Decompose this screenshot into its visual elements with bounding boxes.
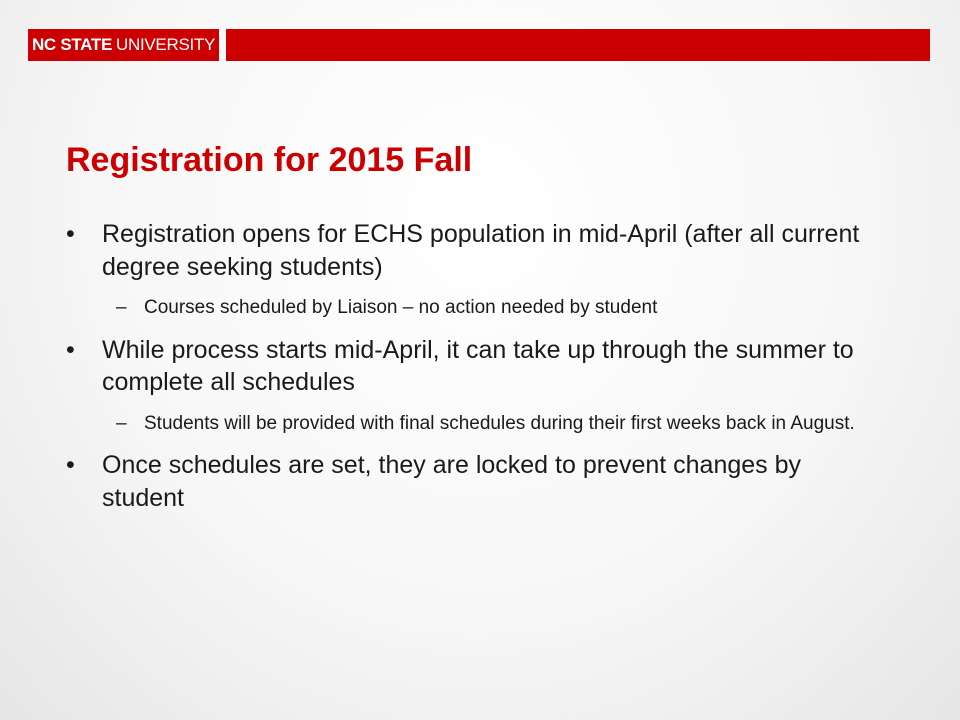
sub-bullet-text: Students will be provided with final schedules during their first weeks back in August.: [144, 412, 855, 434]
bullet-text: Once schedules are set, they are locked to prevent changes by student: [102, 451, 802, 512]
brand-name-bold: NC STATE: [31, 35, 113, 54]
bullet-marker: •: [66, 220, 75, 248]
brand-name-light: UNIVERSITY: [116, 35, 216, 54]
brand-header: [28, 29, 930, 61]
sub-bullet-item: [66, 411, 886, 438]
bullet-item: [66, 334, 886, 399]
university-logo: [28, 29, 219, 61]
bullet-marker: •: [66, 335, 75, 364]
slide-title: Registration for 2015 Fall: [66, 141, 473, 179]
sub-bullet-item: [66, 295, 886, 322]
sub-bullet-text: Courses scheduled by Liaison – no action needed by student: [144, 297, 658, 318]
bullet-item: [66, 218, 886, 283]
bullet-text: Registration opens for ECHS population in mid-April (after all current degree seeking students): [102, 220, 860, 281]
slide-body: [66, 218, 886, 514]
bullet-text: While process starts mid-April, it can take up through the summer to complete all schedules: [102, 335, 854, 397]
bullet-item: [66, 449, 886, 514]
bullet-marker: •: [66, 451, 75, 480]
brand-stripe: [226, 29, 930, 61]
sub-bullet-marker: –: [116, 412, 127, 434]
sub-bullet-marker: –: [116, 297, 127, 318]
